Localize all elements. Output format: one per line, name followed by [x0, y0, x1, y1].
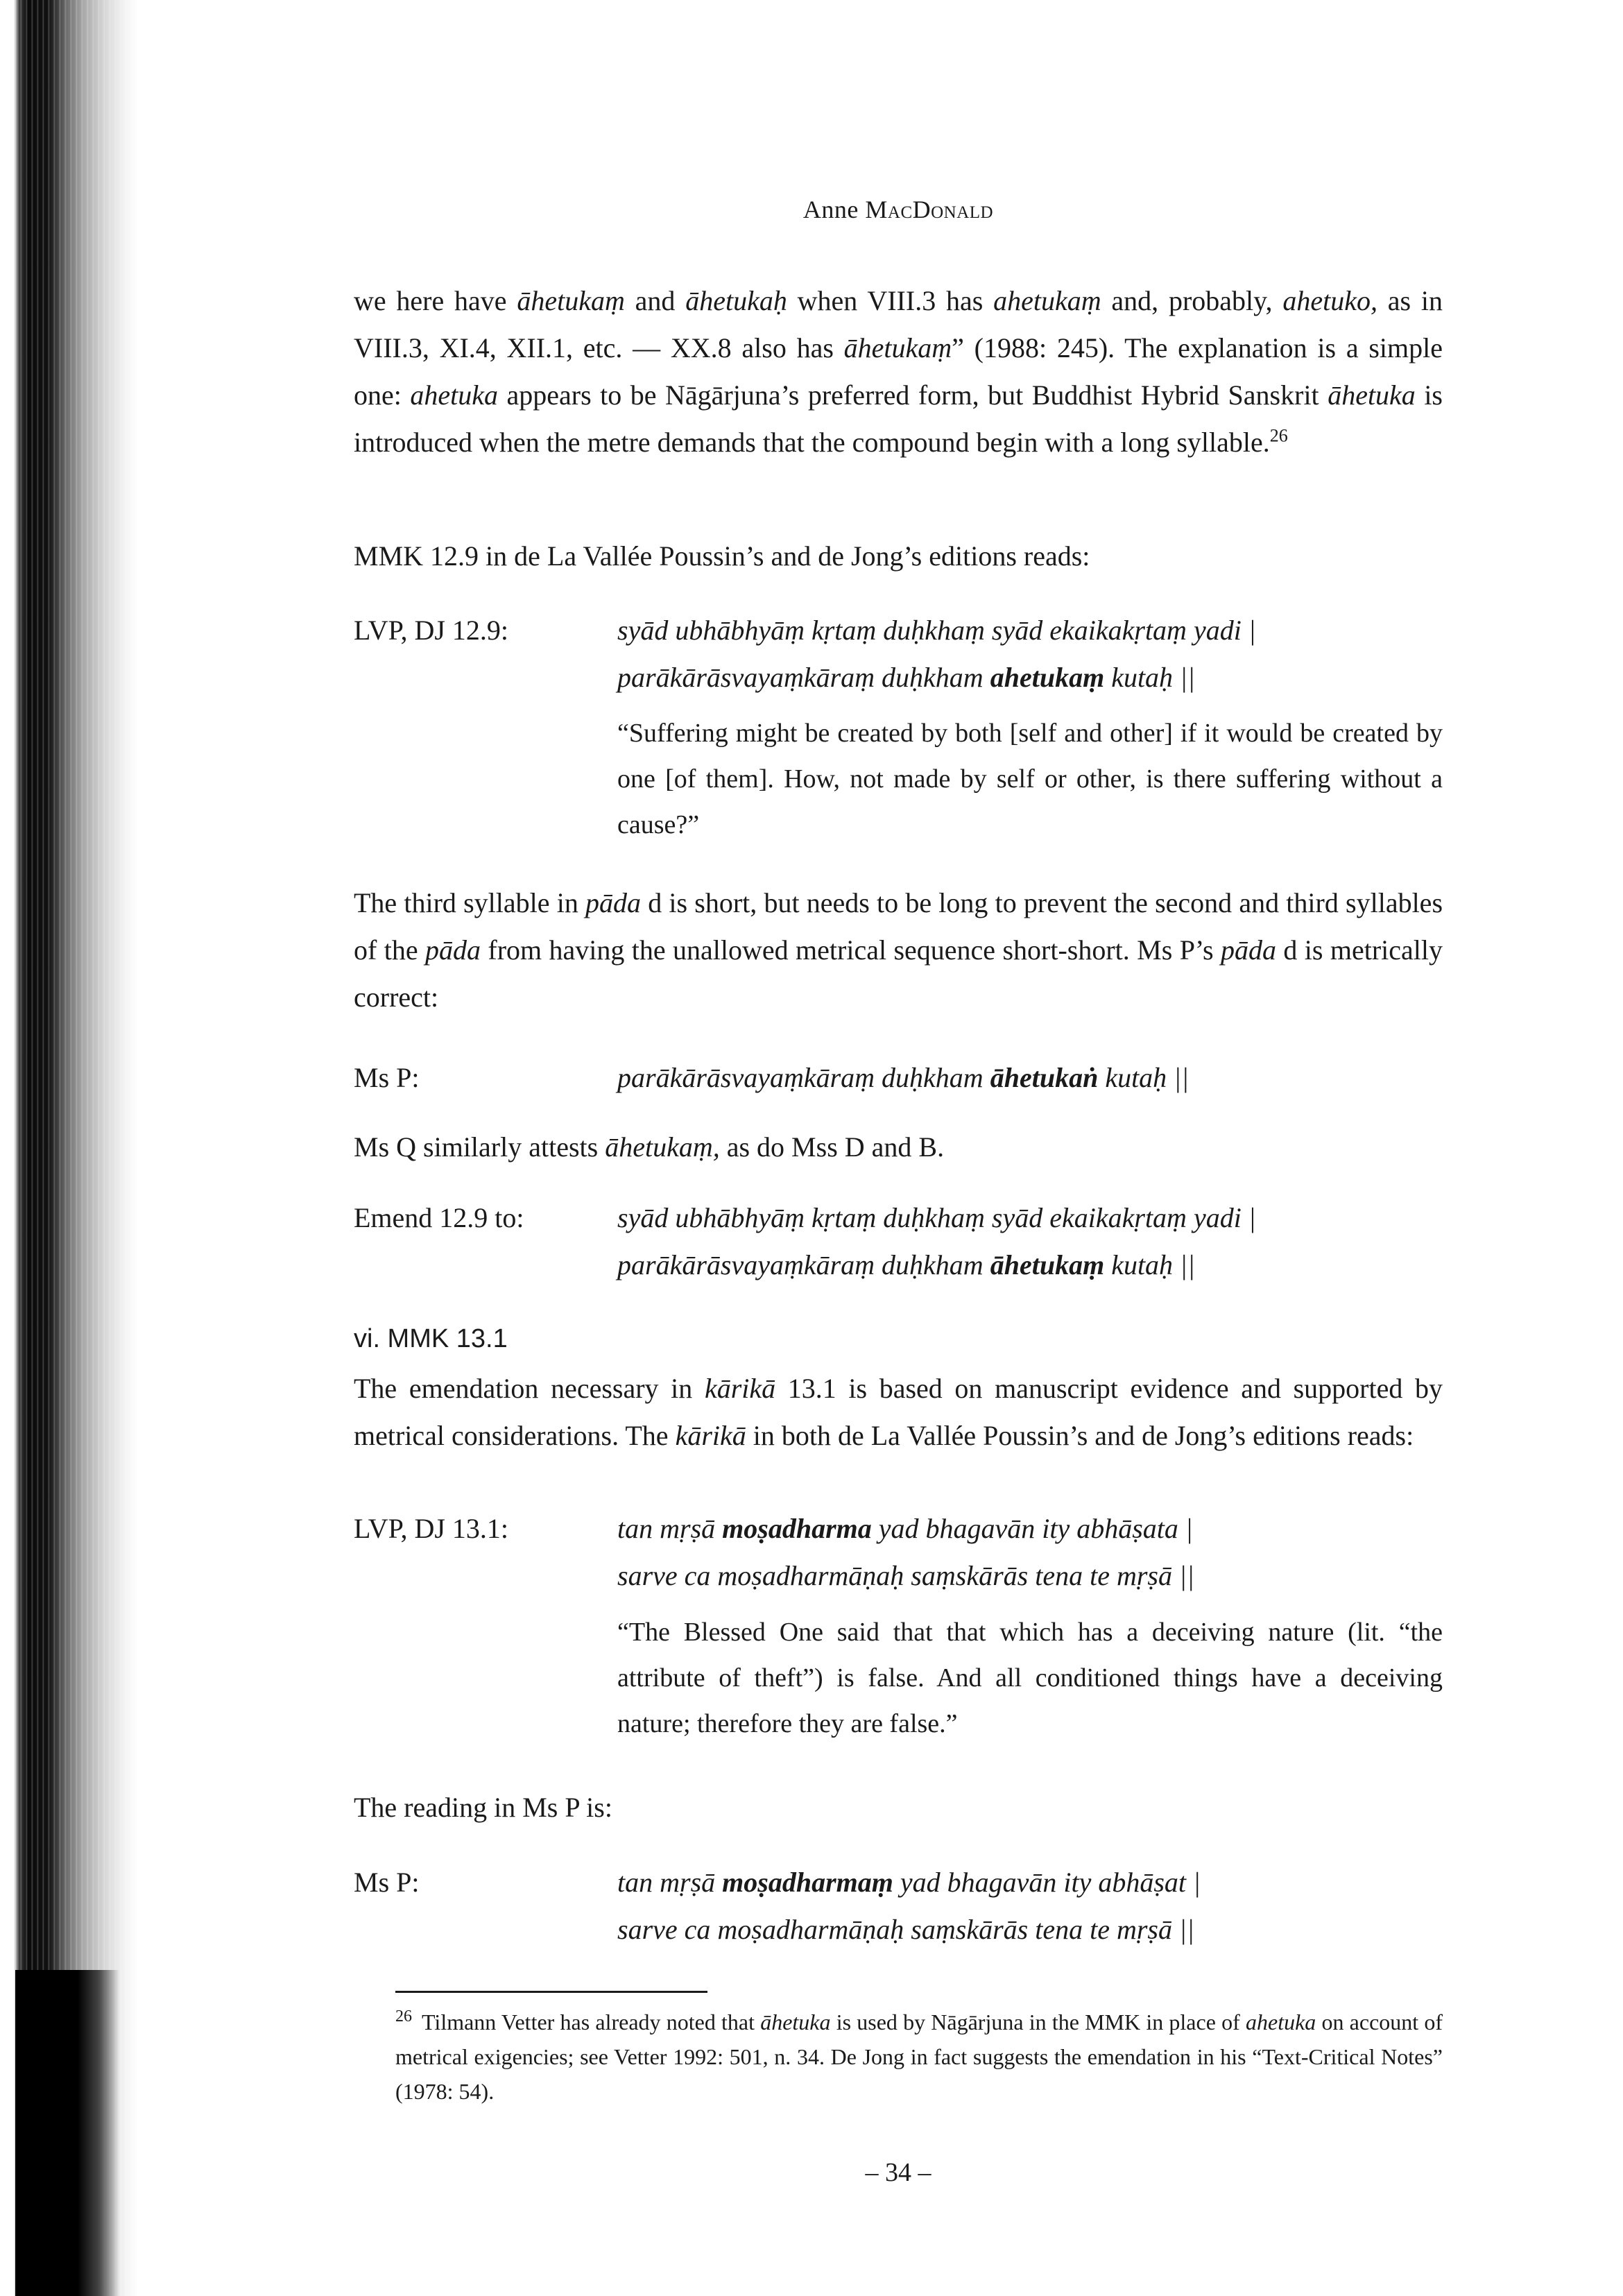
text: Ms Q similarly attests [354, 1131, 606, 1163]
term: ahetuko, [1282, 285, 1377, 316]
verse-text: parākārāsvayaṃkāraṃ duḥkham [617, 1062, 990, 1093]
term: āhetukaḥ [685, 285, 787, 316]
verse-line-2: sarve ca moṣadharmāṇaḥ saṃskārās tena te mṛṣā || [617, 1914, 1194, 1945]
term: pāda [1221, 934, 1277, 966]
paragraph-ahetuka [354, 277, 1443, 466]
verse-line-2 [617, 1242, 1443, 1289]
term: pāda [585, 887, 642, 918]
text: when VIII.3 has [787, 285, 994, 316]
verse-highlight: moṣadharmaṃ [722, 1867, 893, 1898]
term: ahetuka [410, 379, 498, 411]
paragraph-13-1 [354, 1365, 1443, 1459]
verse-line-1: syād ubhābhyāṃ kṛtaṃ duḥkhaṃ syād ekaikakṛtaṃ yadi | [617, 615, 1256, 646]
scan-binding-shadow [0, 0, 139, 2296]
msq-line [354, 1124, 1443, 1171]
verse [617, 607, 1443, 701]
text: on account of metrical exigencies; see Vetter 1992: 501, n. 34. De Jong in fact suggests the emendation in his “Text-Critical Notes” (1978: 54). [395, 2010, 1443, 2104]
footnote-ref: 26 [1269, 425, 1288, 446]
term: ahetuka [1245, 2010, 1316, 2034]
footnote-number: 26 [395, 2007, 412, 2026]
verse [617, 1054, 1443, 1102]
term: āhetukaṃ, [605, 1131, 720, 1163]
scan-binding-dark-corner [15, 1970, 119, 2296]
citation-label: Emend 12.9 to: [354, 1202, 524, 1233]
paragraph-pada [354, 880, 1443, 1021]
citation-label: Ms P: [354, 1867, 420, 1898]
citation-label: LVP, DJ 13.1: [354, 1513, 509, 1544]
text: as in VIII.3, XI.4, XII.1, etc. — XX.8 also has [354, 285, 1443, 363]
citation-label: LVP, DJ 12.9: [354, 615, 509, 646]
text: is introduced when the metre demands that the compound begin with a long syllable. [354, 379, 1443, 458]
verse-text: yad bhagavān ity abhāṣat | [893, 1867, 1201, 1898]
term: āhetuka [760, 2010, 831, 2034]
footnote-26 [395, 2005, 1443, 2109]
verse-highlight: āhetukaṃ [990, 1249, 1105, 1280]
verse-highlight: moṣadharma [722, 1513, 872, 1544]
verse-line-1 [617, 1859, 1443, 1906]
citation-label: Ms P: [354, 1062, 420, 1093]
text: ” (1988: 245). The explanation is a simple one: [354, 332, 1443, 411]
verse [617, 1505, 1443, 1600]
text: from having the unallowed metrical sequence short-short. Ms P’s [480, 934, 1221, 966]
text: Tilmann Vetter has already noted that [422, 2010, 761, 2034]
text: is used by Nāgārjuna in the MMK in place of [830, 2010, 1246, 2034]
verse-line-2 [617, 654, 1443, 701]
term: kārikā [675, 1420, 746, 1451]
running-head-first: Anne [802, 196, 866, 223]
text: The third syllable in [354, 887, 586, 918]
term: kārikā [704, 1373, 776, 1404]
text: appears to be Nāgārjuna’s preferred form, but Buddhist Hybrid Sanskrit [498, 379, 1328, 411]
term: āhetuka [1328, 379, 1416, 411]
verse-line-2: sarve ca moṣadharmāṇaḥ saṃskārās tena te mṛṣā || [617, 1560, 1194, 1591]
term: ahetukaṃ [993, 285, 1101, 316]
text: 13.1 is based on manuscript evidence and supported by metrical considerations. The [354, 1373, 1443, 1451]
term: pāda [424, 934, 481, 966]
text: d is metrically correct: [354, 934, 1443, 1013]
text: in both de La Vallée Poussin’s and de Jong’s editions reads: [746, 1420, 1414, 1451]
verse-text: parākārāsvayaṃkāraṃ duḥkham [617, 1249, 990, 1280]
verse-line-1: syād ubhābhyāṃ kṛtaṃ duḥkhaṃ syād ekaikakṛtaṃ yadi | [617, 1202, 1256, 1233]
translation-12-9: “Suffering might be created by both [self and other] if it would be created by one [of them]. How, not made by self or other, is there suffering without a cause?” [617, 719, 1443, 839]
text: as do Mss D and B. [719, 1131, 945, 1163]
text: d is short, but needs to be long to prevent the second and third syllables of the [354, 887, 1443, 966]
verse-text: tan mṛṣā [617, 1513, 723, 1544]
footnote-rule [395, 1991, 707, 1993]
verse-highlight: ahetukaṃ [990, 662, 1105, 693]
translation-13-1: “The Blessed One said that that which has a deceiving nature (lit. “the attribute of theft”) is false. And all conditioned things have a deceiving nature; therefore they are false.” [617, 1618, 1443, 1738]
running-head-last: MacDonald [865, 196, 994, 223]
verse-text: kutaḥ || [1104, 662, 1196, 693]
verse [617, 1194, 1443, 1289]
verse-text: kutaḥ || [1098, 1062, 1190, 1093]
verse-text: parākārāsvayaṃkāraṃ duḥkham [617, 662, 990, 693]
verse-text: tan mṛṣā [617, 1867, 723, 1898]
term: āhetukaṃ [517, 285, 625, 316]
text: we here have [354, 285, 517, 316]
text: The emendation necessary in [354, 1373, 705, 1404]
running-head [354, 186, 1443, 233]
term: āhetukaṃ [843, 332, 952, 363]
text: and [624, 285, 686, 316]
verse [617, 1859, 1443, 1953]
verse-line-1 [617, 1505, 1443, 1552]
section-heading: vi. MMK 13.1 [354, 1324, 508, 1353]
intro-12-9: MMK 12.9 in de La Vallée Poussin’s and de Jong’s editions reads: [354, 540, 1090, 572]
verse-text: yad bhagavān ity abhāṣata | [871, 1513, 1193, 1544]
reading-msp: The reading in Ms P is: [354, 1792, 612, 1823]
verse-highlight: āhetukaṅ [990, 1062, 1099, 1093]
page-number: – 34 – [865, 2158, 931, 2187]
text: and, probably, [1101, 285, 1283, 316]
verse-text: kutaḥ || [1104, 1249, 1196, 1280]
